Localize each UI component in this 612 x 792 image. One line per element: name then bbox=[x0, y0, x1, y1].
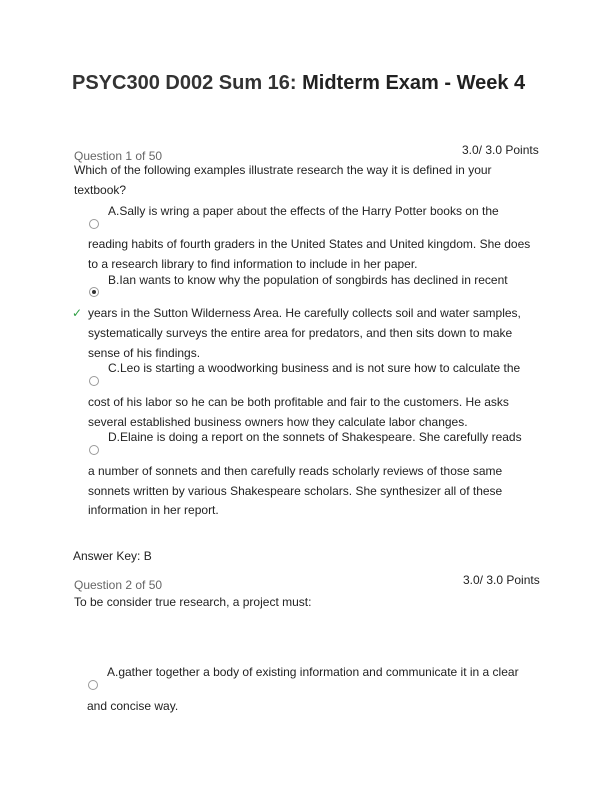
option-d-line: information in her report. bbox=[88, 503, 219, 517]
option-d-line: D.Elaine is doing a report on the sonnets of Shakespeare. She carefully reads bbox=[108, 430, 522, 444]
question-2-text: To be consider true research, a project must: bbox=[74, 595, 312, 609]
question-2-points: 3.0/ 3.0 Points bbox=[463, 573, 540, 587]
question-text-line: textbook? bbox=[74, 183, 127, 197]
option-c-line: C.Leo is starting a woodworking business and is not sure how to calculate the bbox=[108, 361, 521, 375]
option-d-line: a number of sonnets and then carefully reads scholarly reviews of those same bbox=[88, 464, 503, 478]
question-2-number: Question 2 of 50 bbox=[74, 578, 163, 592]
correct-check-icon: ✓ bbox=[72, 306, 83, 320]
question-1-text bbox=[74, 160, 492, 200]
option-b-line: years in the Sutton Wilderness Area. He carefully collects soil and water samples, bbox=[88, 306, 521, 320]
question-1-number: Question 1 of 50 bbox=[74, 149, 163, 163]
question-text-line: Which of the following examples illustrate research the way it is defined in your bbox=[74, 163, 492, 177]
option-c-radio[interactable] bbox=[89, 376, 99, 386]
q2-option-a-line: A.gather together a body of existing information and communicate it in a clear bbox=[107, 665, 519, 679]
answer-key: Answer Key: B bbox=[73, 549, 152, 563]
option-d-radio[interactable] bbox=[89, 445, 99, 455]
q2-option-a-line: and concise way. bbox=[87, 699, 179, 713]
option-b-line: B.Ian wants to know why the population of songbirds has declined in recent bbox=[108, 273, 508, 287]
question-1-points: 3.0/ 3.0 Points bbox=[462, 143, 539, 157]
course-title: PSYC300 D002 Sum 16: bbox=[72, 72, 297, 94]
option-a-line: to a research library to find information to include in her paper. bbox=[88, 257, 418, 271]
option-a-line: reading habits of fourth graders in the United States and United kingdom. She does bbox=[88, 237, 531, 251]
option-a-radio[interactable] bbox=[89, 219, 99, 229]
option-b-line: systematically surveys the entire area for predators, and then sits down to make bbox=[88, 326, 513, 340]
page-title bbox=[72, 72, 525, 95]
option-a-line: A.Sally is wring a paper about the effects of the Harry Potter books on the bbox=[108, 204, 499, 218]
option-c-line: several established business owners how they calculate labor changes. bbox=[88, 415, 468, 429]
option-b-line: sense of his findings. bbox=[88, 346, 201, 360]
option-c-line: cost of his labor so he can be both profitable and fair to the customers. He asks bbox=[88, 395, 509, 409]
option-d-line: sonnets written by various Shakespeare scholars. She synthesizer all of these bbox=[88, 484, 503, 498]
q2-option-a-radio[interactable] bbox=[88, 680, 98, 690]
exam-title: Midterm Exam - Week 4 bbox=[302, 72, 526, 94]
option-b-radio-selected[interactable] bbox=[89, 287, 99, 297]
